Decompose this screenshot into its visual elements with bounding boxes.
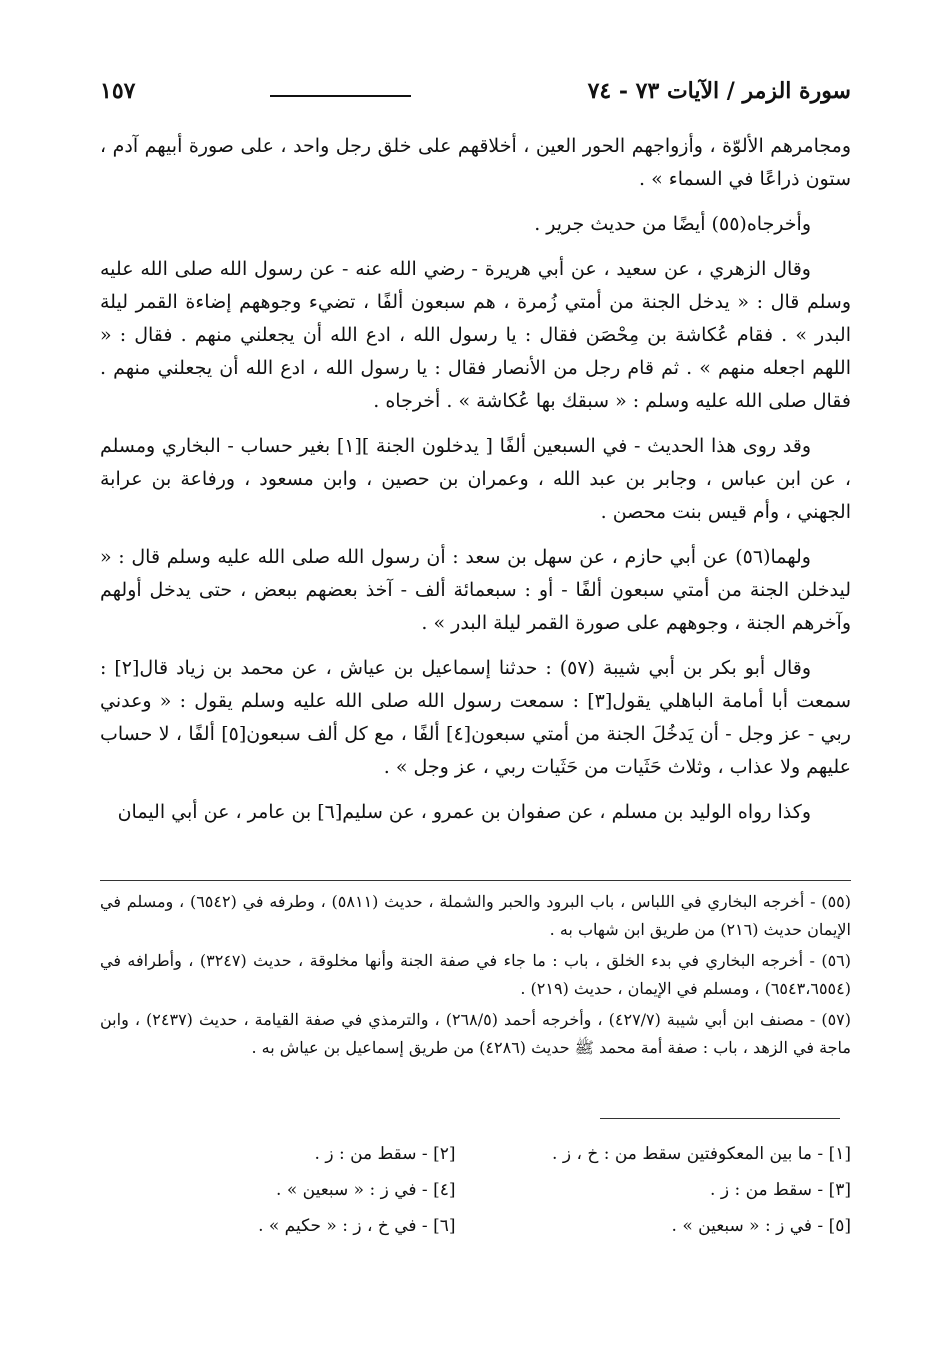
variant-note: [٥] - في ز : « سبعين » .: [671, 1216, 851, 1236]
variant-note: [٤] - في ز : « سبعين » .: [276, 1180, 456, 1200]
paragraph: وقال أبو بكر بن أبي شيبة (٥٧) : حدثنا إسماعيل بن عياش ، عن محمد بن زياد قال[٢] : سمعت أبا أمامة الباهلي يقول[٣] : سمعت رسول الله صلى الله عليه وسلم يقول : « وعدني ربي - عز وجل - أن يَدخُلَ الجنة من أمتي سبعون[٤] ألفًا ، مع كل ألف سبعون[٥] ألفًا ، لا حساب عليهم ولا عذاب ، وثلاث حَثَيات من حَثَيات ربي ، عز وجل » .: [100, 657, 851, 778]
variant-note: [٣] - سقط من : ز .: [710, 1180, 851, 1200]
paragraph: ومجامرهم الألوّة ، وأزواجهم الحور العين ، أخلاقهم على خلق رجل واحد ، على صورة أبيهم آدم ، ستون ذراعًا في السماء » .: [100, 135, 851, 190]
paragraph: وقال الزهري ، عن سعيد ، عن أبي هريرة - رضي الله عنه - عن رسول الله صلى الله عليه وسلم قال : « يدخل الجنة من أمتي زُمرة ، هم سبعون ألفًا ، تضيء وجوههم إضاءة القمر ليلة البدر » . فقام عُكاشة بن مِحْصَن فقال : يا رسول الله ، ادع الله أن يجعلني منهم . فقال : « اللهم اجعله منهم » . ثم قام رجل من الأنصار فقال : يا رسول الله ، ادع الله أن يجعلني منهم . فقال صلى الله عليه وسلم : « سبقك بها عُكاشة » . أخرجاه .: [100, 258, 851, 412]
page-number: ١٥٧: [100, 78, 136, 104]
variant-note: [٢] - سقط من : ز .: [314, 1144, 456, 1164]
paragraph: وقد روى هذا الحديث - في السبعين ألفًا [ يدخلون الجنة ][١] بغير حساب - البخاري ومسلم ، عن ابن عباس ، وجابر بن عبد الله ، وعمران بن حصين ، وابن مسعود ، ورفاعة بن عرابة الجهني ، وأم قيس بنت محصن .: [100, 435, 851, 523]
footnote: (٥٦) - أخرجه البخاري في بدء الخلق ، باب : ما جاء في صفة الجنة وأنها مخلوقة ، حديث (٣٢٤٧) ، وأطرافه في (٦٥٤٣،٦٥٥٤) ، ومسلم في الإيمان ، حديث (٢١٩) .: [100, 951, 851, 998]
variant-note: [٦] - في خ ، ز : « حكيم » .: [258, 1216, 456, 1236]
variants-separator: [600, 1118, 840, 1119]
paragraph: وأخرجاه(٥٥) أيضًا من حديث جرير .: [534, 213, 811, 235]
header-rule: [270, 95, 411, 97]
footnote: (٥٥) - أخرجه البخاري في اللباس ، باب البرود والحبر والشملة ، حديث (٥٨١١) ، وطرفه في (٦٥٤٢) ، ومسلم في الإيمان حديث (٢١٦) من طريق ابن شهاب به .: [100, 892, 851, 939]
paragraph: وكذا رواه الوليد بن مسلم ، عن صفوان بن عمرو ، عن سليم[٦] بن عامر ، عن أبي اليمان: [117, 801, 811, 823]
variant-note: [١] - ما بين المعكوفتين سقط من : خ ، ز .: [552, 1144, 851, 1164]
footnote-separator: [100, 880, 851, 881]
footnotes: [100, 888, 851, 1065]
page-header: [100, 78, 851, 112]
manuscript-variants: [100, 1140, 851, 1240]
paragraph: ولهما(٥٦) عن أبي حازم ، عن سهل بن سعد : أن رسول الله صلى الله عليه وسلم قال : « ليدخلن الجنة من أمتي سبعون ألفًا - أو : سبعمائة ألف - آخذ بعضهم ببعض ، حتى يدخل أولهم وآخرهم الجنة ، وجوههم على صورة القمر ليلة البدر » .: [100, 546, 851, 634]
running-title: سورة الزمر / الآيات ٧٣ - ٧٤: [587, 78, 851, 104]
main-text: [100, 130, 851, 841]
footnote: (٥٧) - مصنف ابن أبي شيبة (٤٢٧/٧) ، وأخرجه أحمد (٢٦٨/٥) ، والترمذي في صفة القيامة ، حديث (٢٤٣٧) ، وابن ماجة في الزهد ، باب : صفة أمة محمد ﷺ حديث (٤٢٨٦) من طريق إسماعيل بن عياش به .: [100, 1010, 851, 1057]
